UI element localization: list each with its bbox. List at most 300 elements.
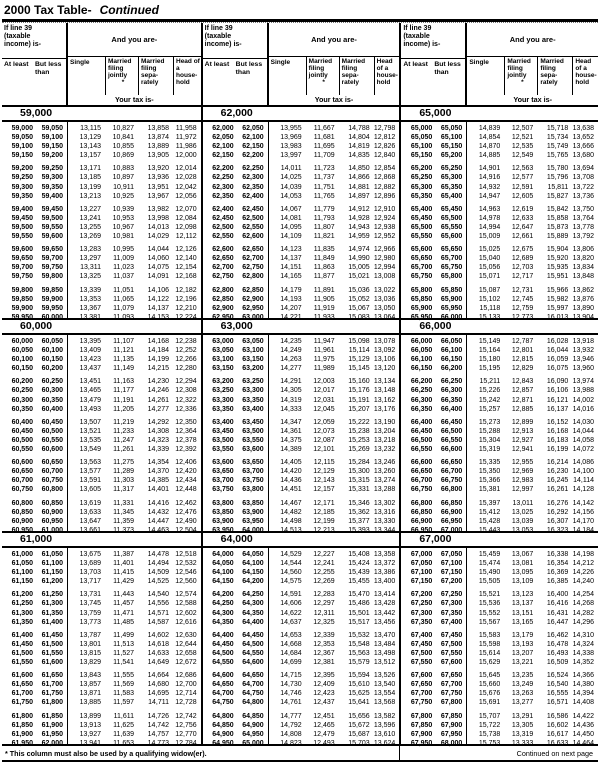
- but-less-than-cell: 62,500: [242, 214, 264, 222]
- married-separately-cell: 15,470: [348, 591, 370, 599]
- at-least-cell: 66,500: [410, 436, 433, 444]
- but-less-than-cell: 62,850: [242, 286, 264, 294]
- at-least-cell: 60,050: [11, 347, 33, 355]
- head-household-cell: 13,442: [373, 609, 396, 617]
- married-separately-cell: 15,315: [348, 477, 370, 485]
- married-jointly-cell: 11,037: [113, 273, 134, 281]
- at-least-cell: 62,000: [212, 125, 234, 132]
- head-household-cell: 13,232: [373, 446, 396, 454]
- married-jointly-cell: 11,415: [113, 569, 134, 577]
- at-least-cell: 59,100: [11, 143, 33, 151]
- married-jointly-cell: 12,269: [313, 578, 335, 586]
- head-household-cell: 13,022: [373, 286, 396, 294]
- table-row: [401, 499, 598, 508]
- head-household-cell: 13,008: [373, 273, 396, 281]
- but-less-than-cell: 65,950: [440, 304, 463, 312]
- section-band-label: 63,000: [220, 320, 253, 332]
- head-household-cell: 13,176: [373, 405, 396, 413]
- but-less-than-cell: 65,250: [440, 165, 463, 173]
- table-row: [401, 599, 598, 608]
- married-separately-cell: 15,424: [348, 560, 370, 568]
- at-least-cell: 64,600: [212, 672, 234, 680]
- but-less-than-cell: 59,450: [41, 205, 63, 213]
- single-cell: 15,056: [478, 264, 501, 272]
- table-row: [203, 142, 400, 151]
- married-jointly-cell: 12,521: [511, 134, 534, 142]
- married-jointly-cell: 11,625: [113, 721, 134, 729]
- income-label: If line 39 (taxable income) is-: [2, 23, 66, 59]
- head-household-cell: 12,224: [175, 313, 197, 321]
- married-separately-cell: 14,850: [348, 165, 370, 173]
- head-household-cell: 13,638: [572, 125, 594, 132]
- married-separately-cell: 15,734: [546, 134, 569, 142]
- table-section: [203, 531, 400, 747]
- married-separately-cell: 14,292: [147, 418, 169, 426]
- married-jointly-cell: 12,353: [313, 640, 335, 648]
- head-household-cell: 12,014: [175, 165, 197, 173]
- single-cell: 14,653: [280, 631, 302, 639]
- but-less-than-cell: 61,500: [41, 640, 63, 648]
- table-row: [203, 618, 400, 627]
- married-separately-cell: 15,703: [348, 739, 370, 747]
- married-jointly-cell: 12,689: [511, 255, 534, 263]
- at-least-cell: 64,550: [212, 659, 234, 667]
- married-jointly-cell: 11,779: [313, 205, 335, 213]
- at-least-cell: 61,350: [11, 618, 33, 626]
- at-least-cell: 59,650: [11, 255, 33, 263]
- head-household-cell: 13,302: [373, 499, 396, 507]
- head-household-cell: 13,106: [373, 356, 396, 364]
- but-less-than-cell: 63,100: [242, 347, 264, 355]
- but-less-than-cell: 61,700: [41, 681, 63, 689]
- section-band: [203, 107, 400, 122]
- at-least-cell: 59,400: [11, 205, 33, 213]
- head-household-cell: 13,358: [373, 551, 396, 558]
- single-cell: 13,619: [79, 499, 101, 507]
- but-less-than-cell: 59,300: [41, 174, 63, 182]
- head-household-cell: 12,742: [175, 712, 197, 720]
- head-household-cell: 13,778: [572, 223, 594, 231]
- married-separately-cell: 15,005: [348, 264, 370, 272]
- single-cell: 13,563: [79, 459, 101, 467]
- single-cell: 15,614: [478, 649, 501, 657]
- married-separately-cell: 15,811: [547, 183, 569, 191]
- at-least-cell: 63,950: [212, 526, 234, 534]
- married-jointly-cell: 12,801: [511, 347, 534, 355]
- head-household-cell: 13,484: [373, 640, 396, 648]
- head-household-cell: 12,994: [373, 264, 396, 272]
- but-less-than-cell: 63,700: [242, 468, 264, 476]
- head-household-cell: 13,456: [373, 618, 396, 626]
- married-separately-cell: 15,501: [348, 609, 370, 617]
- single-cell: 14,291: [280, 378, 302, 386]
- table-row: [401, 223, 598, 232]
- but-less-than-cell: 60,850: [41, 499, 63, 507]
- married-separately-cell: 13,936: [147, 174, 169, 182]
- asterisk-mark: *: [121, 79, 125, 86]
- at-least-cell: 62,950: [212, 313, 234, 321]
- table-group: [2, 23, 201, 747]
- married-separately-cell: 14,649: [147, 659, 169, 667]
- table-row: [2, 295, 201, 304]
- single-cell: 15,195: [478, 365, 501, 373]
- but-less-than-cell: 67,350: [440, 609, 463, 617]
- single-cell: 15,133: [478, 313, 501, 321]
- head-household-cell: 14,226: [572, 569, 594, 577]
- table-row: [401, 658, 598, 667]
- single-cell: 15,118: [479, 304, 501, 312]
- table-row: [2, 618, 201, 627]
- married-jointly-cell: 11,723: [313, 165, 335, 173]
- married-separately-cell: 14,866: [348, 174, 370, 182]
- single-cell: 14,123: [280, 246, 302, 254]
- married-separately-cell: 15,548: [348, 640, 370, 648]
- married-jointly-cell: 12,339: [313, 631, 335, 639]
- married-jointly-cell: 12,731: [511, 286, 534, 294]
- at-least-cell: 61,150: [11, 578, 33, 586]
- married-separately-cell: 14,075: [147, 264, 169, 272]
- head-household-cell: 13,666: [572, 143, 594, 151]
- married-jointly-cell: 10,841: [112, 134, 134, 142]
- at-least-cell: 65,500: [410, 223, 433, 231]
- table-row: [203, 508, 400, 517]
- at-least-cell: 59,700: [11, 264, 33, 272]
- head-household-cell: 13,820: [572, 255, 594, 263]
- single-cell: 13,157: [79, 152, 101, 160]
- at-least-cell: 62,250: [212, 174, 234, 182]
- head-household-cell: 12,294: [175, 378, 197, 386]
- head-household-cell: 12,826: [373, 143, 396, 151]
- at-least-cell: 61,550: [11, 659, 33, 667]
- single-cell: 14,761: [280, 699, 302, 707]
- single-cell: 13,297: [79, 255, 101, 263]
- but-less-than-cell: 62,200: [242, 152, 264, 160]
- married-jointly-cell: 12,549: [511, 152, 534, 160]
- section-rows: [2, 122, 201, 321]
- at-least-cell: 65,850: [410, 295, 433, 303]
- married-jointly-cell: 12,605: [511, 192, 534, 200]
- married-separately-cell: 14,447: [147, 517, 169, 525]
- table-row: [2, 658, 201, 667]
- married-separately-cell: 15,067: [348, 304, 370, 312]
- married-separately-cell: 14,943: [348, 223, 370, 231]
- table-row: [401, 526, 598, 535]
- head-household-cell: 13,316: [373, 508, 396, 516]
- at-least-cell: 61,000: [11, 551, 33, 558]
- at-least-cell: 67,400: [410, 631, 433, 639]
- married-separately-cell: 15,191: [348, 396, 370, 404]
- table-row: [401, 445, 598, 454]
- at-least-cell: 62,300: [212, 183, 234, 191]
- single-cell: 14,420: [280, 468, 302, 476]
- head-household-cell: 14,128: [572, 486, 594, 494]
- married-separately-cell: 15,486: [348, 600, 370, 608]
- single-cell: 13,325: [79, 273, 101, 281]
- at-least-cell: 64,000: [212, 551, 234, 558]
- single-cell: 13,395: [79, 338, 101, 345]
- married-separately-cell: 15,129: [348, 356, 370, 364]
- married-jointly-cell: 11,331: [113, 499, 134, 507]
- at-least-cell: 59,300: [11, 183, 33, 191]
- married-separately-cell: 16,617: [546, 730, 569, 738]
- but-less-than-cell: 67,050: [440, 551, 463, 558]
- at-least-cell: 64,100: [212, 569, 234, 577]
- single-cell: 13,675: [79, 551, 101, 558]
- table-row: [2, 346, 201, 355]
- head-household-cell: 14,408: [572, 699, 594, 707]
- head-household-cell: 14,086: [572, 459, 594, 467]
- head-household-cell: 12,602: [175, 609, 197, 617]
- married-separately-cell: 14,633: [147, 649, 169, 657]
- income-subheaders: [401, 59, 465, 105]
- table-row: [2, 192, 201, 201]
- single-cell: 13,773: [79, 618, 101, 626]
- married-jointly-cell: 13,319: [511, 730, 534, 738]
- at-least-cell: 61,500: [11, 649, 33, 657]
- at-least-cell: 60,400: [11, 418, 33, 426]
- single-cell: 15,707: [478, 712, 501, 720]
- but-less-than-cell: 60,450: [41, 418, 63, 426]
- single-cell: 15,304: [478, 436, 501, 444]
- table-row: [2, 499, 201, 508]
- head-household-cell: 13,946: [572, 356, 594, 364]
- but-less-than-cell: 65,050: [440, 125, 463, 132]
- table-row: [203, 599, 400, 608]
- single-cell: 14,901: [478, 165, 501, 173]
- but-less-than-cell: 60,900: [41, 508, 63, 516]
- head-household-cell: 13,960: [572, 365, 594, 373]
- table-row: [203, 671, 400, 680]
- married-jointly-cell: 11,387: [113, 551, 134, 558]
- married-separately-cell: 16,493: [546, 649, 569, 657]
- at-least-cell: 62,100: [212, 143, 234, 151]
- head-household-cell: 14,212: [572, 560, 594, 568]
- married-jointly-cell: 12,535: [511, 143, 534, 151]
- but-less-than-cell: 61,900: [41, 721, 63, 729]
- table-section: [2, 107, 201, 321]
- at-least-cell: 60,650: [11, 468, 33, 476]
- table-row: [2, 405, 201, 414]
- at-least-cell: 63,150: [212, 365, 234, 373]
- at-least-cell: 62,400: [212, 205, 234, 213]
- married-separately-cell: 13,905: [147, 152, 169, 160]
- but-less-than-cell: 63,250: [242, 378, 264, 386]
- head-household-cell: 12,644: [175, 640, 197, 648]
- table-row: [2, 418, 201, 427]
- single-cell: 15,397: [478, 499, 501, 507]
- head-household-cell: 12,098: [175, 223, 197, 231]
- head-household-cell: 14,268: [572, 600, 594, 608]
- at-least-cell: 62,700: [212, 264, 234, 272]
- but-less-than-cell: 66,900: [440, 508, 463, 516]
- single-cell: 14,053: [280, 192, 302, 200]
- table-row: [203, 386, 400, 395]
- single-cell: 14,179: [280, 286, 302, 294]
- head-household-cell: 13,764: [572, 214, 594, 222]
- married-separately-header: Married filing sepa- rately: [537, 57, 572, 95]
- at-least-cell: 60,800: [11, 499, 33, 507]
- table-row: [203, 721, 400, 730]
- married-separately-cell: 16,478: [546, 640, 569, 648]
- table-groups: [2, 22, 598, 747]
- married-separately-cell: 15,796: [546, 174, 569, 182]
- single-cell: 15,071: [478, 273, 501, 281]
- head-household-cell: 12,448: [175, 486, 197, 494]
- married-separately-cell: 16,633: [546, 739, 569, 747]
- group-sections: [203, 107, 400, 747]
- single-cell: 15,443: [478, 526, 501, 534]
- table-row: [401, 386, 598, 395]
- married-separately-cell: 13,967: [147, 192, 169, 200]
- at-least-cell: 66,250: [410, 387, 433, 395]
- table-row: [401, 618, 598, 627]
- but-less-than-cell: 66,050: [440, 338, 463, 345]
- single-cell: 14,451: [280, 486, 302, 494]
- head-household-cell: 14,198: [572, 551, 594, 558]
- but-less-than-cell: 67,700: [440, 681, 463, 689]
- single-cell: 15,226: [478, 387, 501, 395]
- single-cell: 14,347: [280, 418, 302, 426]
- table-row: [203, 396, 400, 405]
- table-row: [401, 609, 598, 618]
- married-separately-cell: 16,555: [546, 690, 569, 698]
- table-group: [399, 23, 598, 747]
- table-row: [203, 232, 400, 241]
- head-household-cell: 12,126: [175, 246, 197, 254]
- single-cell: 13,899: [79, 712, 101, 720]
- table-row: [203, 526, 400, 535]
- married-jointly-cell: 12,213: [313, 526, 335, 534]
- but-less-than-cell: 64,150: [242, 569, 264, 577]
- head-household-cell: 12,854: [373, 165, 396, 173]
- at-least-cell: 66,350: [410, 405, 433, 413]
- single-cell: 15,505: [478, 578, 501, 586]
- but-less-than-cell: 61,400: [41, 618, 63, 626]
- filing-status-header: [467, 23, 598, 105]
- married-jointly-cell: 12,941: [511, 446, 534, 454]
- table-row: [2, 272, 201, 281]
- but-less-than-cell: 59,500: [41, 214, 63, 222]
- table-row: [2, 698, 201, 707]
- at-least-cell: 63,050: [212, 347, 234, 355]
- married-separately-cell: 14,525: [147, 578, 169, 586]
- table-row: [2, 232, 201, 241]
- single-cell: 14,165: [280, 273, 302, 281]
- table-row: [203, 631, 400, 640]
- at-least-cell: 63,350: [212, 405, 234, 413]
- continued-note: Continued on next page: [399, 746, 598, 760]
- but-less-than-cell: 61,800: [41, 699, 63, 707]
- table-row: [401, 355, 598, 364]
- married-jointly-cell: 10,995: [112, 246, 134, 254]
- head-household-cell: 13,162: [373, 396, 396, 404]
- married-jointly-cell: 11,695: [313, 143, 335, 151]
- at-least-cell: 66,600: [410, 459, 433, 467]
- married-separately-cell: 14,819: [348, 143, 370, 151]
- married-jointly-cell: 12,479: [313, 730, 335, 738]
- section-band-label: 60,000: [20, 320, 53, 332]
- head-household-cell: 12,896: [373, 192, 396, 200]
- head-household-cell: 12,490: [175, 517, 197, 525]
- status-subheaders: [269, 57, 400, 95]
- single-cell: 13,591: [79, 477, 101, 485]
- single-cell: 15,567: [478, 618, 501, 626]
- table-row: [203, 286, 400, 295]
- married-separately-cell: 16,385: [546, 578, 569, 586]
- married-jointly-cell: 13,291: [511, 712, 534, 720]
- married-jointly-cell: 11,079: [113, 304, 134, 312]
- at-least-cell: 64,400: [212, 631, 234, 639]
- married-jointly-cell: 12,703: [511, 264, 534, 272]
- married-jointly-cell: 12,073: [313, 427, 335, 435]
- but-less-than-cell: 62,100: [242, 134, 264, 142]
- table-row: [2, 245, 201, 254]
- table-row: [2, 205, 201, 214]
- married-separately-cell: 15,920: [546, 255, 569, 263]
- married-jointly-cell: 11,751: [313, 183, 335, 191]
- at-least-cell: 59,600: [11, 246, 33, 254]
- single-cell: 13,941: [79, 739, 101, 747]
- single-cell: 14,529: [280, 551, 302, 558]
- table-row: [2, 680, 201, 689]
- single-cell: 13,927: [79, 730, 101, 738]
- single-cell: 13,521: [79, 427, 101, 435]
- at-least-header: At least: [403, 61, 428, 68]
- table-row: [203, 739, 400, 748]
- head-household-cell: 12,042: [175, 183, 197, 191]
- table-row: [203, 712, 400, 721]
- married-separately-cell: 16,044: [546, 347, 569, 355]
- single-cell: 15,288: [478, 427, 501, 435]
- section-band-label: 59,000: [20, 107, 53, 119]
- but-less-than-cell: 62,350: [242, 183, 264, 191]
- head-household-cell: 13,512: [373, 659, 396, 667]
- married-jointly-cell: 13,193: [511, 640, 534, 648]
- single-cell: 14,039: [280, 183, 302, 191]
- at-least-cell: 61,400: [11, 631, 33, 639]
- head-household-cell: 14,142: [572, 499, 594, 507]
- head-household-cell: 12,462: [175, 499, 197, 507]
- head-household-header: Head of a house- hold: [173, 57, 201, 95]
- married-jointly-cell: 12,829: [511, 365, 534, 373]
- married-separately-cell: 14,959: [348, 233, 370, 241]
- but-less-than-cell: 66,000: [440, 313, 463, 321]
- single-cell: 13,983: [280, 143, 302, 151]
- married-jointly-cell: 11,149: [113, 365, 134, 373]
- married-jointly-cell: 12,773: [511, 313, 534, 321]
- table-row: [203, 295, 400, 304]
- at-least-cell: 62,600: [212, 246, 234, 254]
- but-less-than-cell: 60,150: [41, 356, 63, 364]
- at-least-cell: 67,100: [410, 569, 433, 577]
- table-row: [401, 485, 598, 494]
- married-jointly-cell: 13,165: [511, 618, 534, 626]
- head-household-cell: 13,372: [373, 560, 396, 568]
- at-least-cell: 65,950: [410, 313, 433, 321]
- table-row: [203, 405, 400, 414]
- married-separately-cell: 14,742: [147, 721, 169, 729]
- at-least-cell: 67,300: [410, 609, 433, 617]
- table-row: [401, 377, 598, 386]
- head-household-cell: 13,386: [373, 569, 396, 577]
- table-row: [2, 355, 201, 364]
- single-cell: 14,622: [280, 609, 302, 617]
- but-less-than-cell: 64,750: [242, 690, 264, 698]
- married-jointly-cell: 12,087: [313, 436, 335, 444]
- married-separately-cell: 14,339: [147, 446, 169, 454]
- head-household-cell: 12,238: [175, 338, 197, 345]
- head-household-cell: 12,322: [175, 396, 197, 404]
